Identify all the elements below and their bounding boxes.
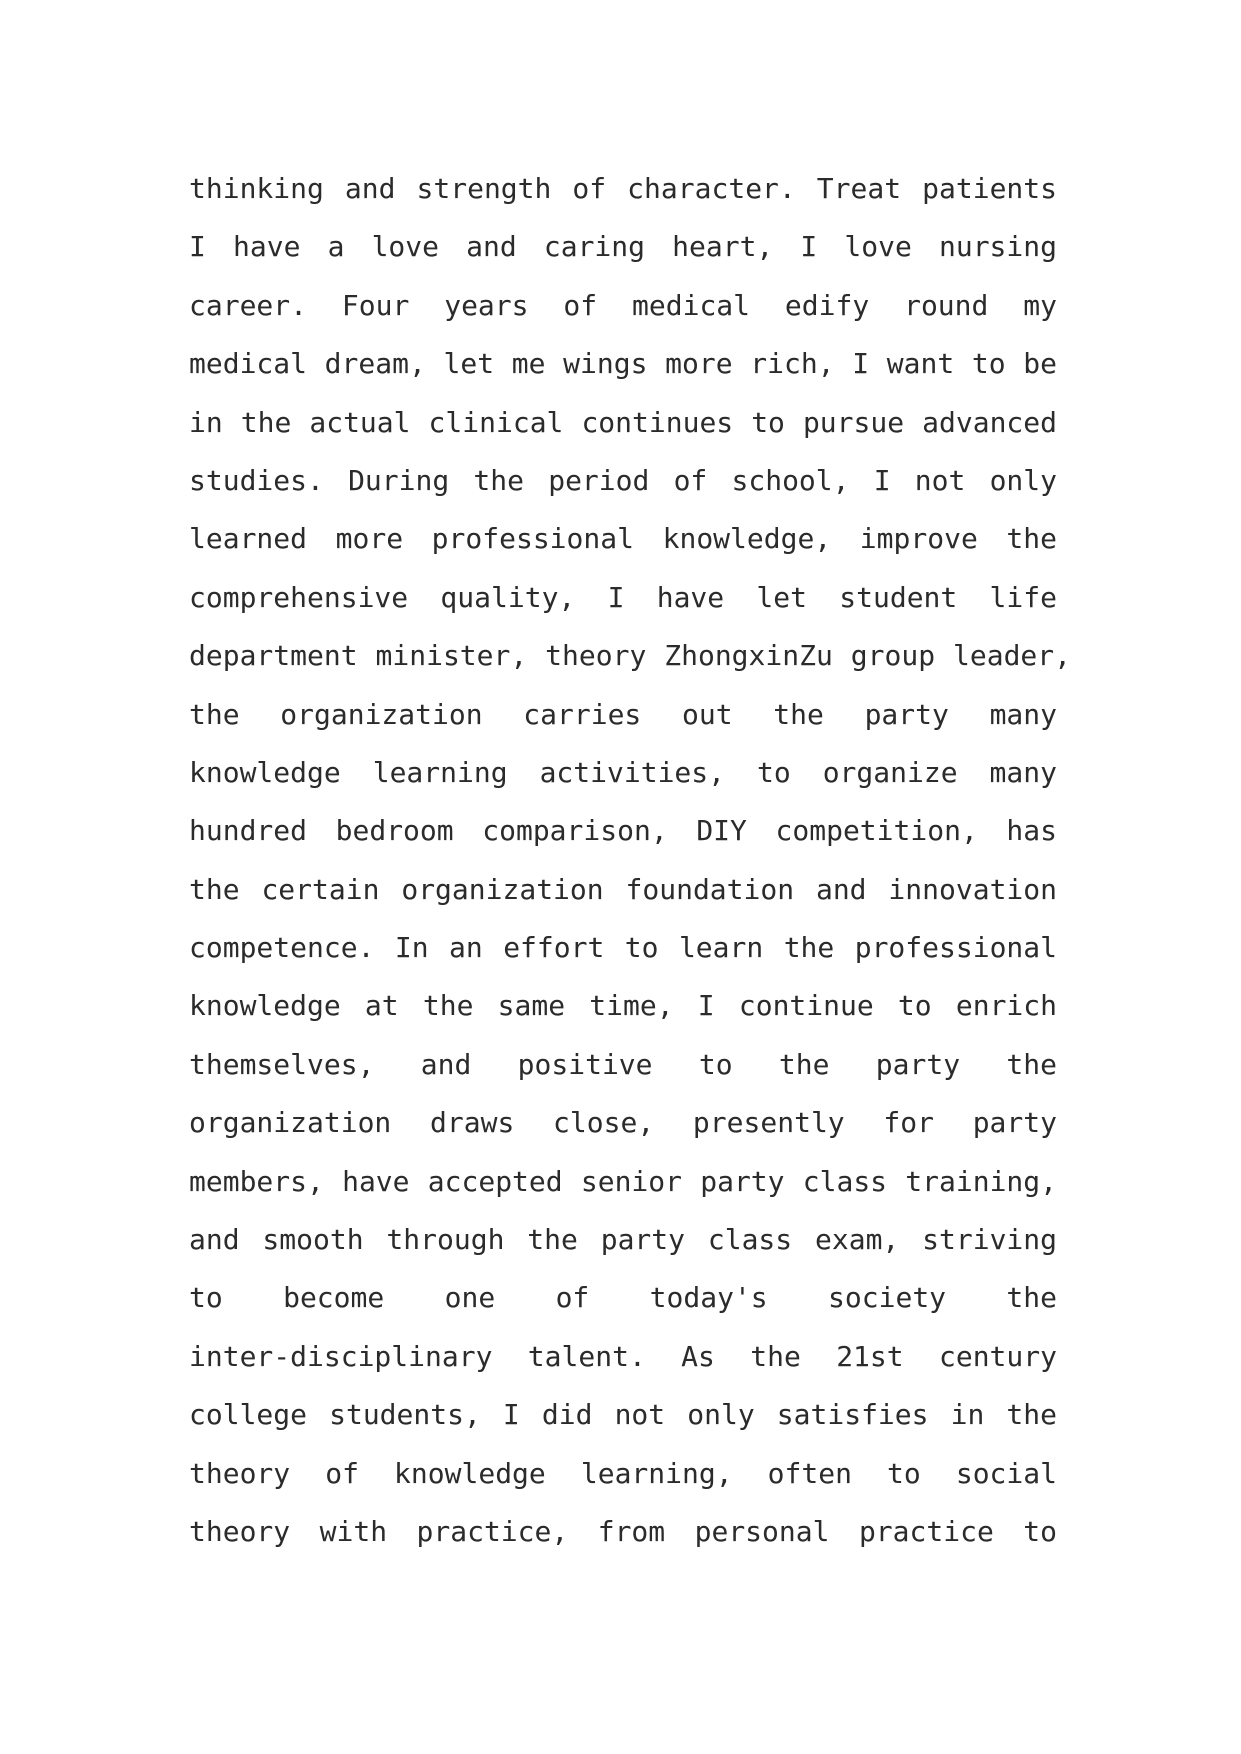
text-line: I have a love and caring heart, I love nursing: [189, 230, 1057, 264]
text-line: theory with practice, from personal practice to: [189, 1514, 1057, 1548]
text-line: members, have accepted senior party class training,: [189, 1164, 1057, 1198]
text-line: knowledge at the same time, I continue to enrich: [189, 989, 1057, 1023]
text-line: and smooth through the party class exam, striving: [189, 1223, 1057, 1257]
body-text: [189, 160, 1071, 1561]
text-line: knowledge learning activities, to organize many: [189, 755, 1057, 789]
text-line: the certain organization foundation and innovation: [189, 872, 1057, 906]
text-line: thinking and strength of character. Treat patients: [189, 172, 1057, 205]
text-line: comprehensive quality, I have let student life: [189, 580, 1057, 614]
text-line: hundred bedroom comparison, DIY competition, has: [189, 814, 1057, 848]
text-line: studies. During the period of school, I not only: [189, 463, 1057, 497]
text-line: the organization carries out the party many: [189, 697, 1057, 731]
text-line: themselves, and positive to the party the: [189, 1047, 1057, 1081]
text-line: career. Four years of medical edify round my: [189, 288, 1057, 322]
text-line: medical dream, let me wings more rich, I want to be: [189, 347, 1057, 381]
text-line: in the actual clinical continues to pursue advanced: [189, 405, 1057, 439]
text-line: organization draws close, presently for party: [189, 1106, 1057, 1140]
text-line: to become one of today's society the: [189, 1281, 1057, 1315]
text-line: competence. In an effort to learn the professional: [189, 931, 1057, 965]
text-line: learned more professional knowledge, improve the: [189, 522, 1057, 556]
text-line: department minister, theory ZhongxinZu group leader,: [189, 639, 1071, 673]
text-line: college students, I did not only satisfies in the: [189, 1398, 1057, 1432]
text-line: inter-disciplinary talent. As the 21st century: [189, 1339, 1057, 1373]
text-line: theory of knowledge learning, often to social: [189, 1456, 1057, 1490]
